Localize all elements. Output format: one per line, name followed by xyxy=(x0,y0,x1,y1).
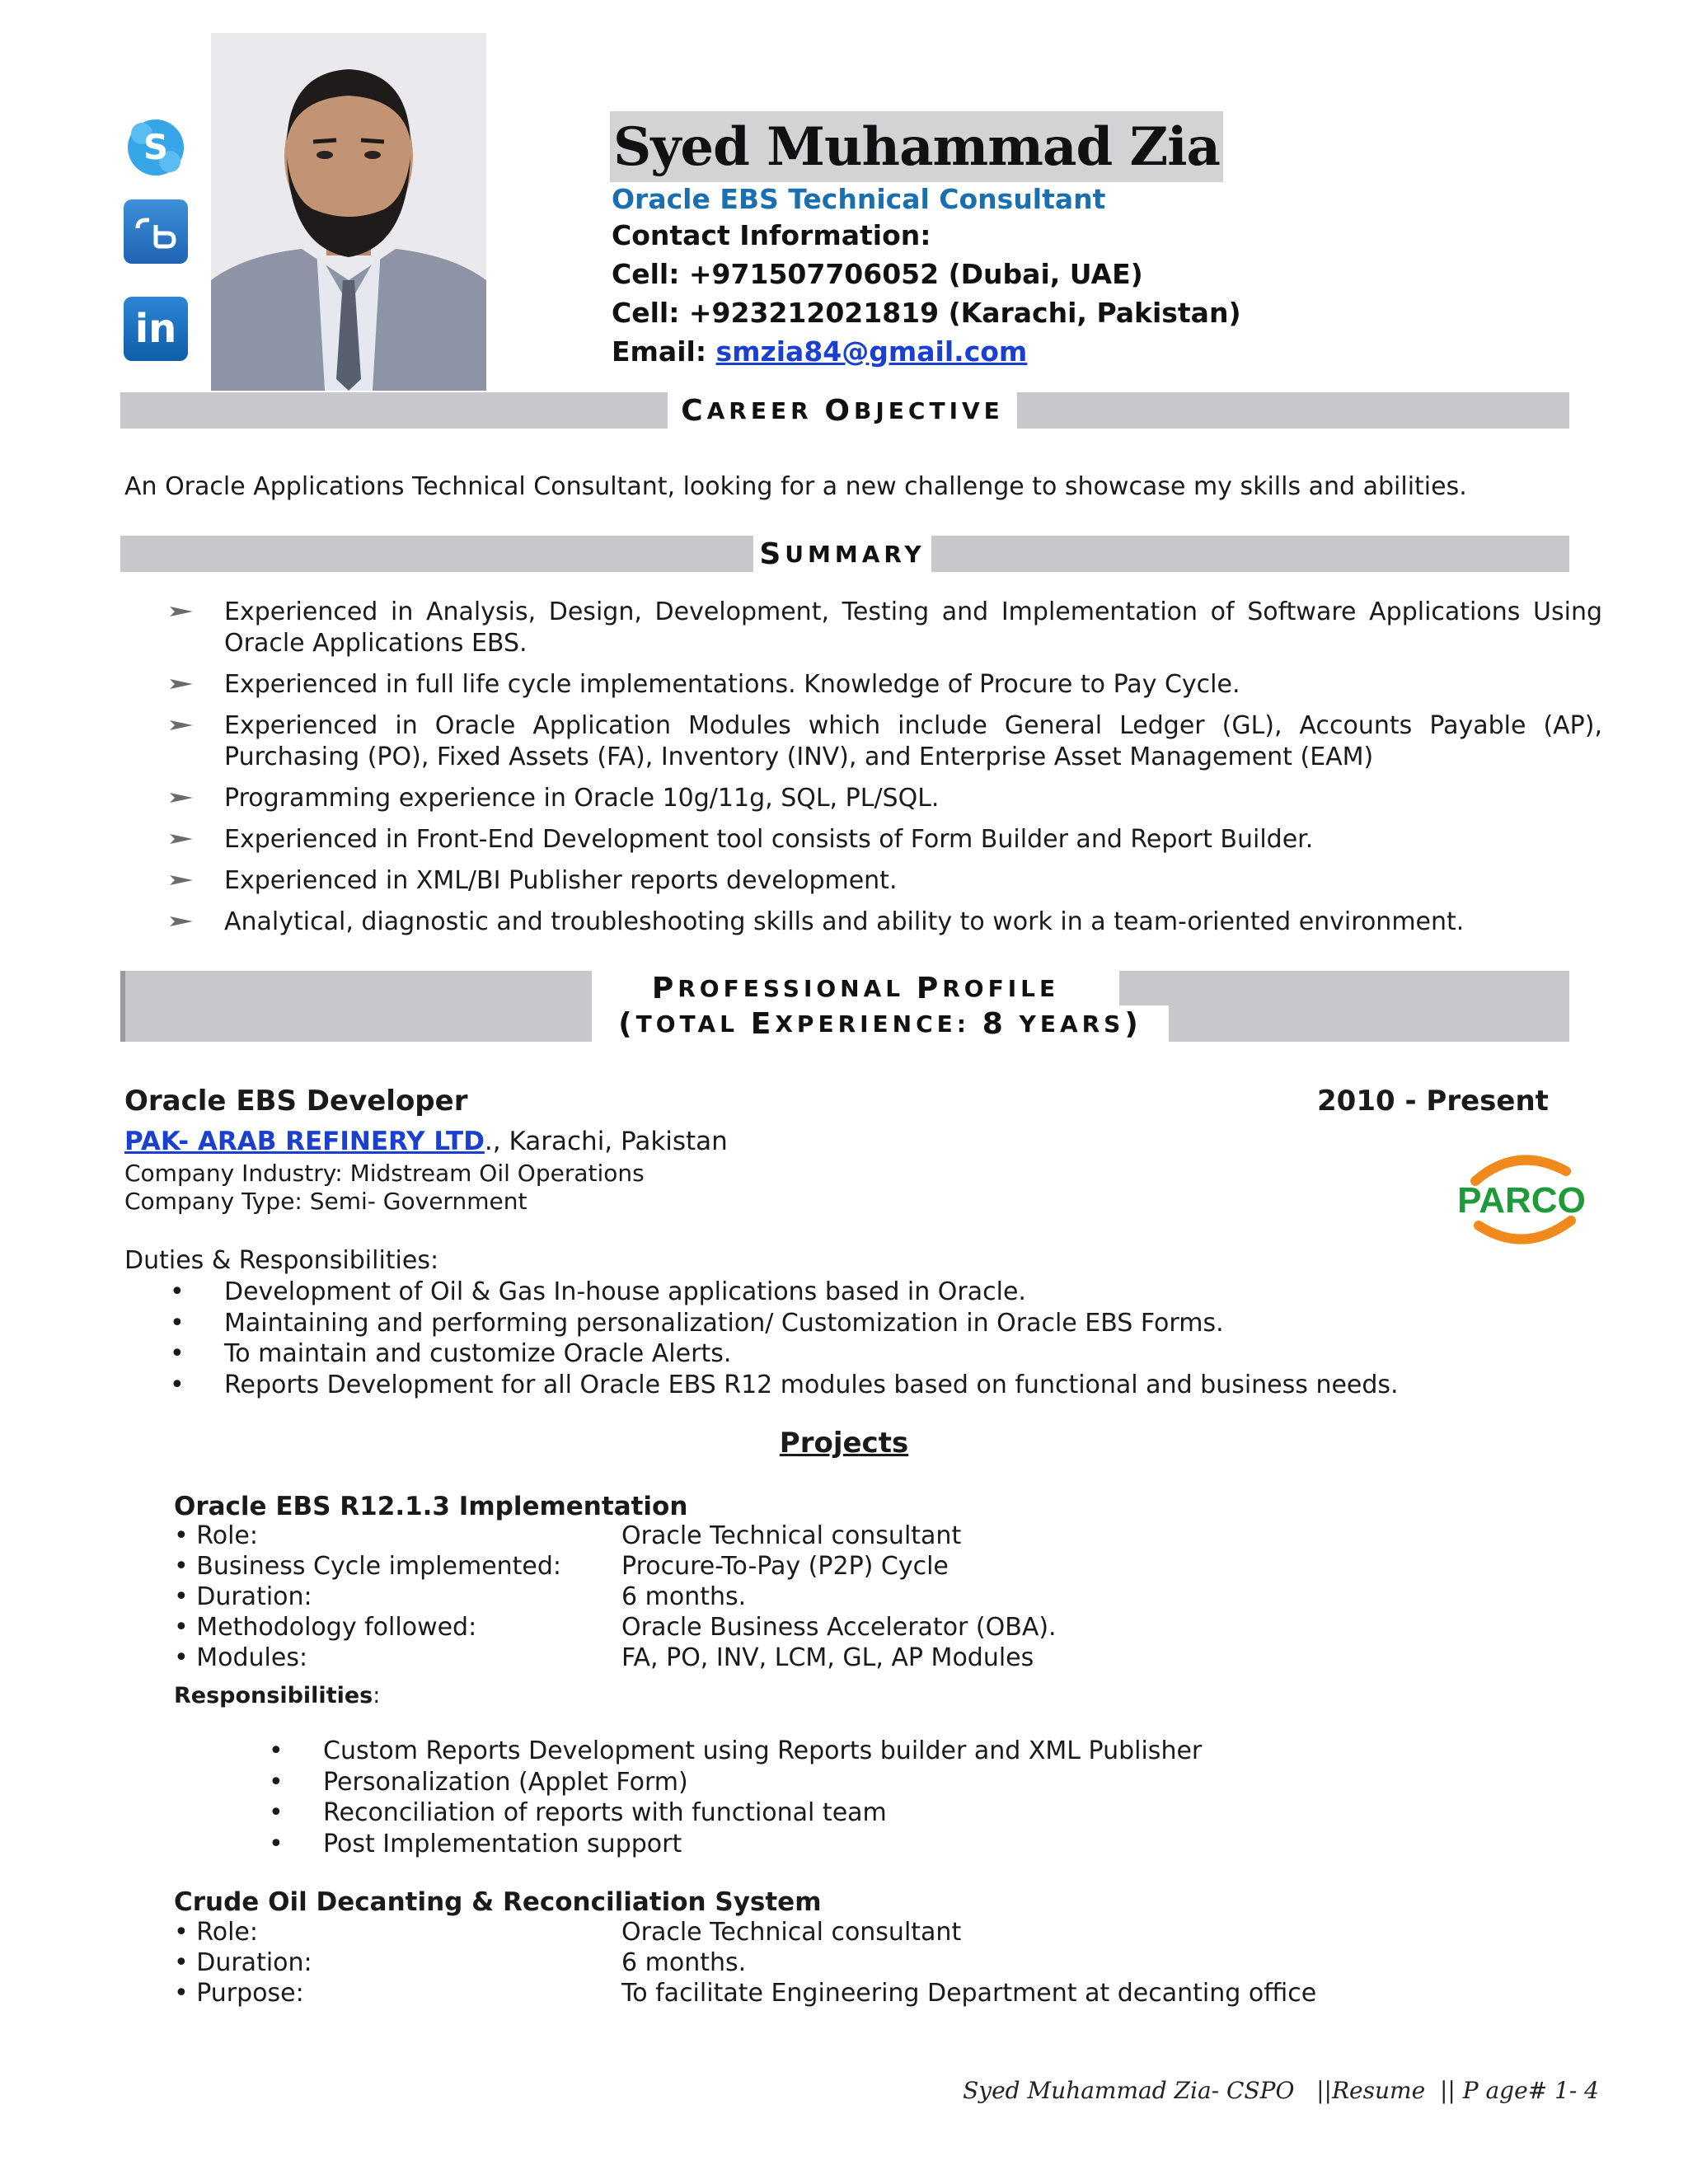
list-item: • Reports Development for all Oracle EBS R12 modules based on functional and business needs. xyxy=(170,1370,1571,1401)
arrow-bullet-icon xyxy=(170,719,193,732)
name-highlight xyxy=(610,111,1223,182)
summary-item xyxy=(170,907,1602,938)
detail-value: To facilitate Engineering Department at decanting office xyxy=(621,1979,1317,2008)
detail-key: • Business Cycle implemented: xyxy=(174,1552,562,1581)
company-line xyxy=(124,1127,728,1156)
list-item: • To maintain and customize Oracle Alerts. xyxy=(170,1338,1571,1370)
list-item: • Reconciliation of reports with functional team xyxy=(269,1797,1505,1829)
duties-heading: Duties & Responsibilities: xyxy=(124,1246,439,1275)
linkedin-text: in xyxy=(134,306,177,352)
detail-value: Oracle Business Accelerator (OBA). xyxy=(621,1613,1057,1642)
profile-photo xyxy=(211,33,486,391)
experience-period: 2010 - Present xyxy=(1317,1085,1549,1118)
candidate-name: Syed Muhammad Zia xyxy=(613,115,1220,178)
detail-key: • Duration: xyxy=(174,1948,312,1977)
detail-value: 6 months. xyxy=(621,1948,747,1977)
career-objective-heading: C AREER O BJECTIVE xyxy=(668,392,1017,429)
experience-role: Oracle EBS Developer xyxy=(124,1085,468,1118)
arrow-bullet-icon xyxy=(170,915,193,928)
summary-item-text: Programming experience in Oracle 10g/11g, SQL, PL/SQL. xyxy=(224,784,940,813)
professional-profile-heading: P ROFESSIONAL P ROFILE xyxy=(592,971,1119,1005)
summary-item xyxy=(170,710,1602,773)
blogger-icon[interactable] xyxy=(124,199,188,264)
cell-pakistan: Cell: +923212021819 (Karachi, Pakistan) xyxy=(612,297,1241,329)
detail-key: • Role: xyxy=(174,1918,258,1947)
arrow-bullet-icon xyxy=(170,605,193,618)
detail-key: • Role: xyxy=(174,1521,258,1550)
project-title: Oracle EBS R12.1.3 Implementation xyxy=(174,1492,688,1521)
detail-key: • Methodology followed: xyxy=(174,1613,477,1642)
project-title: Crude Oil Decanting & Reconciliation System xyxy=(174,1887,822,1917)
detail-key: • Duration: xyxy=(174,1582,312,1611)
detail-value: Oracle Technical consultant xyxy=(621,1918,962,1947)
email-label: Email: xyxy=(612,335,716,368)
arrow-bullet-icon xyxy=(170,874,193,887)
company-location: ., Karachi, Pakistan xyxy=(484,1127,728,1156)
summary-item-text: Experienced in Front-End Development tool consists of Form Builder and Report Builder. xyxy=(224,825,1314,854)
detail-key: • Purpose: xyxy=(174,1979,304,2008)
list-item: • Personalization (Applet Form) xyxy=(269,1767,1505,1798)
contact-heading: Contact Information: xyxy=(612,219,931,251)
detail-value: Procure-To-Pay (P2P) Cycle xyxy=(621,1552,949,1581)
arrow-bullet-icon xyxy=(170,791,193,804)
detail-key: • Modules: xyxy=(174,1643,308,1672)
list-item: • Maintaining and performing personalization/ Customization in Oracle EBS Forms. xyxy=(170,1308,1571,1339)
arrow-bullet-icon xyxy=(170,677,193,691)
detail-value: 6 months. xyxy=(621,1582,747,1611)
list-item: • Post Implementation support xyxy=(269,1829,1505,1860)
summary-item-text: Analytical, diagnostic and troubleshooting skills and ability to work in a team-oriented environment. xyxy=(224,907,1465,936)
projects-heading: Projects xyxy=(779,1427,909,1460)
linkedin-icon[interactable] xyxy=(124,297,188,361)
parco-logo-text: PARCO xyxy=(1457,1180,1586,1221)
list-item: • Development of Oil & Gas In-house applications based in Oracle. xyxy=(170,1277,1571,1308)
job-title: Oracle EBS Technical Consultant xyxy=(612,183,1106,215)
company-type: Company Type: Semi- Government xyxy=(124,1188,528,1215)
page-footer: Syed Muhammad Zia- CSPO ||Resume || P age# 1- 4 xyxy=(963,2077,1599,2104)
parco-logo xyxy=(1451,1150,1592,1249)
detail-value: Oracle Technical consultant xyxy=(621,1521,962,1550)
summary-item xyxy=(170,824,1602,855)
summary-item-text: Experienced in Oracle Application Modules which include General Ledger (GL), Accounts Payable (AP), Purchasing (PO), Fixed Assets (FA), Inventory (INV), and Enterprise Asset Management (EAM) xyxy=(224,711,1602,771)
summary-list xyxy=(170,597,1602,948)
cell-uae: Cell: +971507706052 (Dubai, UAE) xyxy=(612,258,1143,290)
summary-item xyxy=(170,597,1602,659)
svg-text:S: S xyxy=(143,127,169,167)
summary-heading: S UMMARY xyxy=(753,536,931,572)
responsibilities-list xyxy=(269,1736,1505,1859)
duties-list xyxy=(170,1277,1571,1400)
responsibilities-heading: Responsibilities: xyxy=(174,1683,381,1708)
arrow-bullet-icon xyxy=(170,832,193,846)
summary-item xyxy=(170,669,1602,701)
summary-item xyxy=(170,783,1602,814)
email-link[interactable]: smzia84@gmail.com xyxy=(715,335,1028,368)
skype-icon[interactable] xyxy=(124,115,188,180)
summary-item-text: Experienced in XML/BI Publisher reports development. xyxy=(224,866,898,895)
summary-item-text: Experienced in full life cycle implementations. Knowledge of Procure to Pay Cycle. xyxy=(224,670,1240,699)
total-experience-heading: ( TOTAL E XPERIENCE: 8 YEARS ) xyxy=(592,1005,1169,1042)
company-link[interactable]: PAK- ARAB REFINERY LTD xyxy=(124,1127,485,1156)
detail-value: FA, PO, INV, LCM, GL, AP Modules xyxy=(621,1643,1034,1672)
summary-item-text: Experienced in Analysis, Design, Development, Testing and Implementation of Software Applications Using Oracle Applications EBS. xyxy=(224,598,1602,658)
list-item: • Custom Reports Development using Reports builder and XML Publisher xyxy=(269,1736,1505,1767)
career-objective-text: An Oracle Applications Technical Consultant, looking for a new challenge to showcase my skills and abilities. xyxy=(124,472,1467,501)
email-line xyxy=(612,335,1027,368)
company-industry: Company Industry: Midstream Oil Operations xyxy=(124,1160,645,1187)
summary-item xyxy=(170,865,1602,897)
